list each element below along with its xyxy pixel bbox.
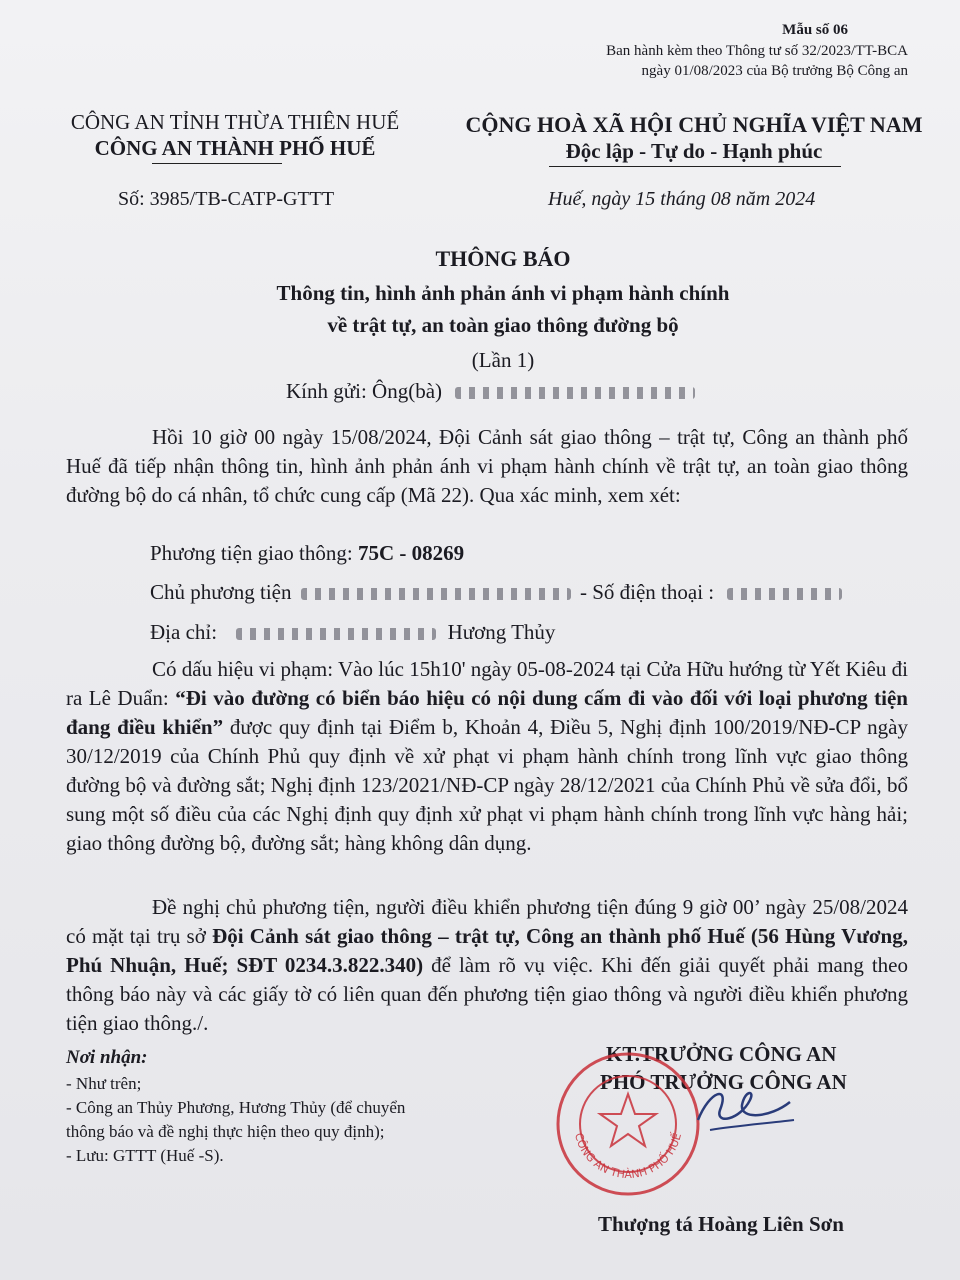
nation-title: CỘNG HOÀ XÃ HỘI CHỦ NGHĨA VIỆT NAM [465, 112, 923, 137]
signer-on-behalf: KT.TRƯỞNG CÔNG AN [606, 1042, 837, 1066]
vehicle-plate: 75C - 08269 [357, 541, 465, 565]
document-number: Số: 3985/TB-CATP-GTTT [118, 188, 335, 210]
form-number: Mẫu số 06 [782, 22, 848, 38]
owner-line [150, 580, 842, 605]
request-instructions: để làm rõ vụ việc. Khi đến giải quyết phải mang theo thông báo này và các giấy tờ có liên quan đến phương tiện giao thông và người điều khiển phương tiện giao thông./. [66, 953, 909, 1035]
nation-motto: Độc lập - Tự do - Hạnh phúc [565, 139, 823, 163]
motto-underline [549, 166, 841, 167]
request-paragraph [66, 893, 908, 1038]
redacted-address [236, 628, 436, 640]
signer-name: Thượng tá Hoàng Liên Sơn [598, 1212, 844, 1236]
notice-occurrence: (Lần 1) [471, 348, 535, 372]
owner-label: Chủ phương tiện [150, 580, 292, 604]
agency-underline [152, 163, 282, 164]
violation-legal-basis: được quy định tại Điểm b, Khoản 4, Điều 5, Nghị định 100/2019/NĐ-CP ngày 30/12/2019 của Chính Phủ quy định về xử phạt vi phạm hành chính trong lĩnh vực giao thông đường bộ và đường sắt; Nghị định 123/2021/NĐ-CP ngày 28/12/2021 của Chính Phủ về sửa đổi, bổ sung một số điều của các Nghị định quy định xử phạt vi phạm hành chính trong lĩnh vực hàng hải; giao thông đường bộ, đường sắt; hàng không dân dụng. [66, 715, 908, 855]
address-label: Địa chỉ: [150, 620, 218, 644]
recipient-line [286, 379, 695, 404]
recipient-item-2b: thông báo và đề nghị thực hiện theo quy định); [66, 1122, 385, 1141]
handwritten-signature [690, 1080, 800, 1140]
form-note-line1: Ban hành kèm theo Thông tư số 32/2023/TT-BCA [606, 43, 908, 59]
place-date: Huế, ngày 15 tháng 08 năm 2024 [548, 188, 816, 210]
request-location: Đội Cảnh sát giao thông – trật tự, Công an thành phố Huế (56 Hùng Vương, Phú Nhuận, Huế; SĐT 0234.3.822.340) [66, 924, 908, 977]
signer-position: PHÓ TRƯỞNG CÔNG AN [600, 1070, 847, 1094]
notice-subtitle-2: về trật tự, an toàn giao thông đường bộ [327, 313, 679, 337]
violation-paragraph [66, 655, 908, 858]
notice-subtitle-1: Thông tin, hình ảnh phản ánh vi phạm hành chính [276, 281, 730, 305]
violation-lead: Có dấu hiệu vi phạm: Vào lúc 15h10' ngày 05-08-2024 tại Cửa Hữu hướng từ Yết Kiêu đi ra Lê Duẩn: [66, 657, 908, 710]
svg-text:CÔNG AN THÀNH PHỐ HUẾ [572, 1131, 684, 1181]
violation-description: “Đi vào đường có biển báo hiệu có nội dung cấm đi vào đối với loại phương tiện đang điều khiển” [66, 686, 908, 739]
intro-paragraph [66, 423, 908, 510]
vehicle-label: Phương tiện giao thông: [150, 541, 353, 565]
form-note-line2: ngày 01/08/2023 của Bộ trưởng Bộ Công an [641, 63, 908, 79]
recipients-heading: Nơi nhận: [66, 1047, 148, 1068]
notice-title: THÔNG BÁO [435, 246, 571, 271]
vehicle-line [150, 541, 464, 566]
recipient-item-1: - Như trên; [66, 1074, 142, 1093]
address-tail: Hương Thủy [447, 620, 556, 644]
stamp-text: CÔNG AN THÀNH PHỐ HUẾ [571, 1131, 685, 1182]
agency-name: CÔNG AN THÀNH PHỐ HUẾ [94, 136, 376, 160]
redacted-recipient-name [455, 387, 695, 399]
official-stamp [554, 1050, 702, 1198]
redacted-owner-name [301, 588, 571, 600]
agency-parent: CÔNG AN TỈNH THỪA THIÊN HUẾ [70, 110, 400, 134]
phone-label: - Số điện thoại : [579, 580, 715, 604]
recipient-label: Kính gửi: Ông(bà) [286, 379, 443, 403]
request-lead: Đề nghị chủ phương tiện, người điều khiển phương tiện đúng 9 giờ 00’ ngày 25/08/2024 có mặt tại trụ sở [66, 895, 908, 948]
recipient-item-3: - Lưu: GTTT (Huế -S). [66, 1146, 224, 1165]
recipient-item-2a: - Công an Thủy Phương, Hương Thủy (để chuyển [66, 1098, 406, 1117]
redacted-phone [727, 588, 842, 600]
address-line [150, 620, 555, 645]
intro-text: Hồi 10 giờ 00 ngày 15/08/2024, Đội Cảnh sát giao thông – trật tự, Công an thành phố Huế đã tiếp nhận thông tin, hình ảnh phản ánh vi phạm hành chính về trật tự, an toàn giao thông đường bộ do cá nhân, tổ chức cung cấp (Mã 22). Qua xác minh, xem xét: [66, 425, 908, 507]
